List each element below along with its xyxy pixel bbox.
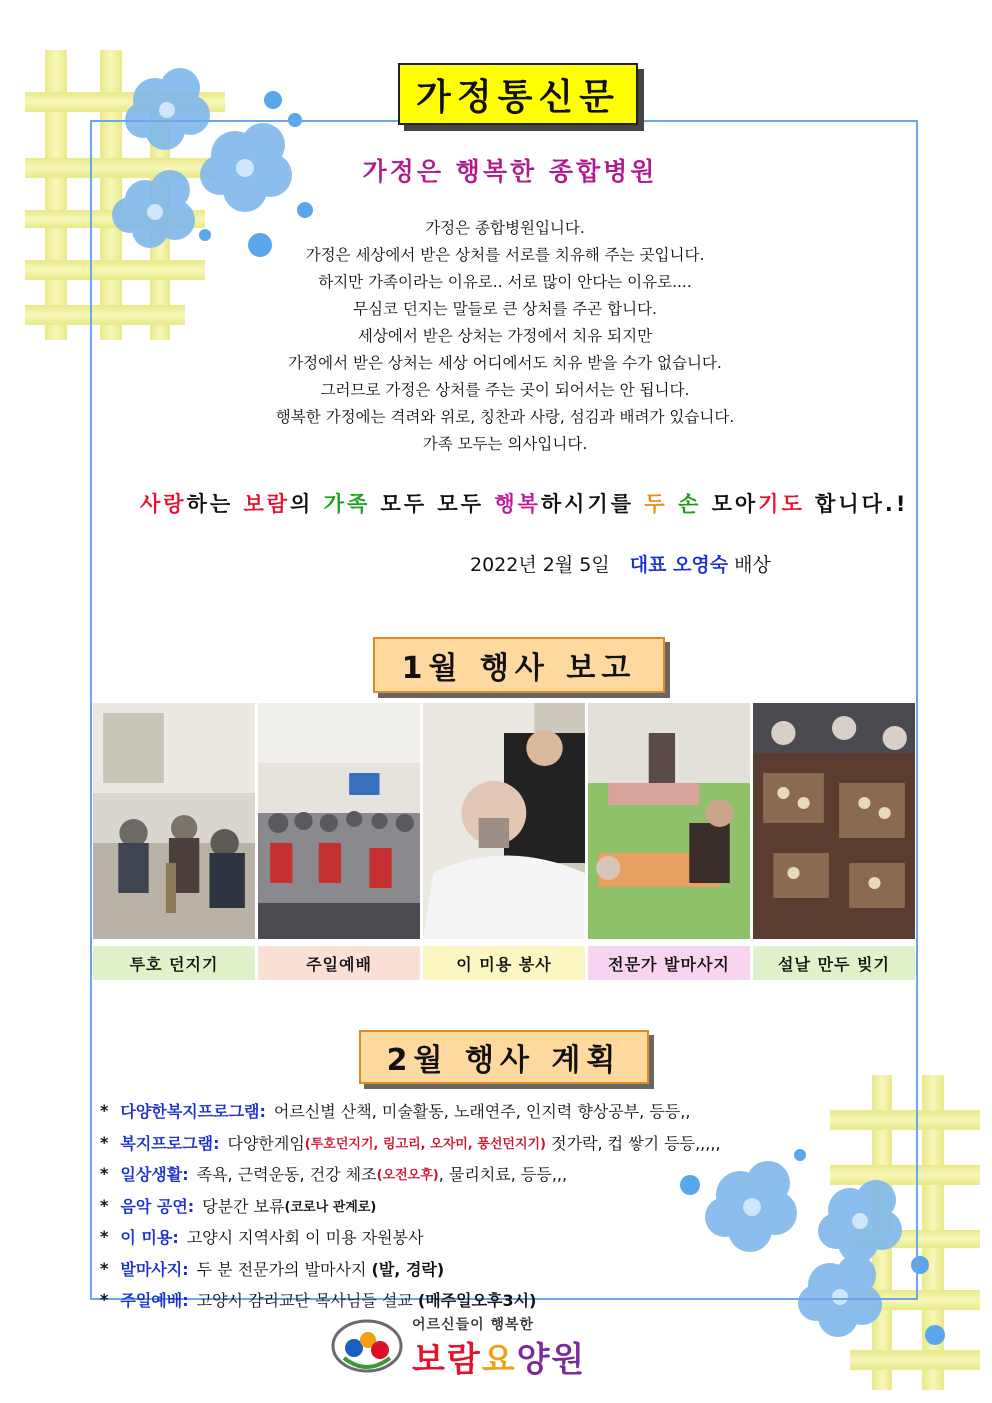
signature-line	[470, 550, 870, 577]
poem-line: 가족 모두는 의사입니다.	[422, 435, 588, 453]
plan-item	[100, 1253, 880, 1285]
photo-foot-massage	[588, 703, 750, 939]
poem-line: 하지만 가족이라는 이유로.. 서로 많이 안다는 이유로....	[318, 273, 692, 291]
caption-foot-massage: 전문가 발마사지	[588, 946, 750, 980]
plan-item-note: (오전오후)	[376, 1168, 439, 1184]
blessing-part: 기도	[758, 492, 805, 516]
photo-strip	[93, 703, 915, 939]
plan-item	[100, 1158, 880, 1190]
plan-item-key: 이 미용:	[120, 1228, 179, 1248]
plan-item-note: (투호던지기, 링고리, 오자미, 풍선던지기)	[304, 1136, 547, 1152]
plan-item-text: 다양한게임	[227, 1133, 305, 1153]
plan-item-text: 당분간 보류	[202, 1196, 285, 1216]
plan-item-key: 발마사지:	[120, 1259, 189, 1279]
february-plan-heading: 2월 행사 계획	[359, 1030, 649, 1084]
newsletter-title: 가정통신문	[398, 63, 638, 125]
plan-item	[100, 1284, 880, 1316]
blessing-part: 손	[677, 492, 702, 516]
bullet-star: *	[100, 1258, 109, 1278]
blessing-part: 가족	[323, 492, 371, 516]
bullet-star: *	[100, 1290, 109, 1310]
plan-item-note: (발, 경락)	[371, 1259, 445, 1279]
photo-haircut	[423, 703, 585, 939]
january-report-heading: 1월 행사 보고	[373, 637, 665, 693]
blessing-part: 합니다.!	[804, 492, 909, 516]
signature-date: 2022년 2월 5일	[470, 554, 610, 576]
plan-item	[100, 1095, 880, 1127]
blessing-part: 모두 모두	[370, 492, 495, 516]
blessing-part: 사랑	[140, 492, 187, 516]
poem-line: 가정은 세상에서 받은 상처를 서로를 치유해 주는 곳입니다.	[305, 246, 705, 264]
logo-name-part: 요	[481, 1340, 517, 1380]
logo-name	[412, 1332, 586, 1381]
caption-tuho: 투호 던지기	[93, 946, 255, 980]
blessing-part: 하는	[186, 492, 244, 516]
blessing-line	[140, 488, 909, 518]
blessing-part: 행복	[494, 492, 541, 516]
poem-line: 가정은 종합병원입니다.	[425, 219, 585, 237]
photo-tuho	[93, 703, 255, 939]
photo-sunday-service	[258, 703, 420, 939]
blessing-part: 두	[644, 492, 668, 516]
plan-item-text: 어르신별 산책, 미술활동, 노래연주, 인지력 향상공부, 등등,,	[273, 1102, 691, 1122]
caption-sunday-service: 주일예배	[258, 946, 420, 980]
blessing-part: 모아	[701, 492, 759, 516]
plan-item	[100, 1127, 880, 1159]
plan-item-note: (매주일오후3시)	[417, 1291, 537, 1311]
page-subtitle: 가정은 행복한 종합병원	[362, 157, 658, 186]
bullet-star: *	[100, 1227, 109, 1247]
poem-line: 세상에서 받은 상처는 가정에서 치유 되지만	[357, 327, 653, 345]
plan-item-key: 복지프로그램:	[120, 1133, 220, 1153]
plan-item-after: , 물리치료, 등등,,,	[438, 1165, 568, 1185]
plan-item-key: 다양한복지프로그램:	[120, 1102, 266, 1122]
plan-item-key: 음악 공연:	[120, 1196, 195, 1216]
plan-item-key: 일상생활:	[120, 1165, 189, 1185]
photo-dumpling-making	[753, 703, 915, 939]
blessing-part	[668, 492, 678, 516]
plan-item-after: 젓가락, 컵 쌓기 등등,,,,,	[551, 1133, 721, 1153]
signature-closing: 배상	[734, 554, 771, 576]
plan-item	[100, 1221, 880, 1253]
poem-line: 가정에서 받은 상처는 세상 어디에서도 치유 받을 수가 없습니다.	[288, 354, 722, 372]
plan-item-note: (코로나 관계로)	[284, 1199, 377, 1215]
plan-item-text: 고양시 지역사회 이 미용 자원봉사	[186, 1228, 424, 1248]
bullet-star: *	[100, 1195, 109, 1215]
plan-item-text: 고양시 감리교단 목사님들 설교	[196, 1291, 413, 1311]
blessing-part: 하시기를	[540, 492, 645, 516]
boram-logo	[330, 1314, 660, 1380]
poem-block	[170, 215, 840, 458]
plan-item	[100, 1190, 880, 1222]
bullet-star: *	[100, 1132, 109, 1152]
logo-name-part: 양원	[516, 1340, 587, 1380]
poem-line: 그러므로 가정은 상처를 주는 곳이 되어서는 안 됩니다.	[320, 381, 690, 399]
caption-haircut: 이 미용 봉사	[423, 946, 585, 980]
logo-name-part: 보람	[412, 1340, 482, 1380]
plan-item-text: 두 분 전문가의 발마사지	[196, 1259, 367, 1279]
photo-captions	[93, 946, 915, 980]
bullet-star: *	[100, 1101, 109, 1121]
plan-item-key: 주일예배:	[120, 1291, 189, 1311]
blessing-part: 의	[290, 492, 324, 516]
february-plan-list	[100, 1095, 880, 1316]
logo-emblem-icon	[330, 1318, 404, 1374]
logo-tagline: 어르신들이 행복한	[412, 1317, 535, 1333]
blessing-part: 보람	[243, 492, 291, 516]
poem-line: 행복한 가정에는 격려와 위로, 칭찬과 사랑, 섬김과 배려가 있습니다.	[275, 408, 735, 426]
signature-representative: 대표 오영숙	[629, 554, 729, 576]
plan-item-text: 족욕, 근력운동, 건강 체조	[196, 1165, 377, 1185]
poem-line: 무심코 던지는 말들로 큰 상처를 주곤 합니다.	[352, 300, 657, 318]
bullet-star: *	[100, 1164, 109, 1184]
caption-dumpling: 설날 만두 빚기	[753, 946, 915, 980]
